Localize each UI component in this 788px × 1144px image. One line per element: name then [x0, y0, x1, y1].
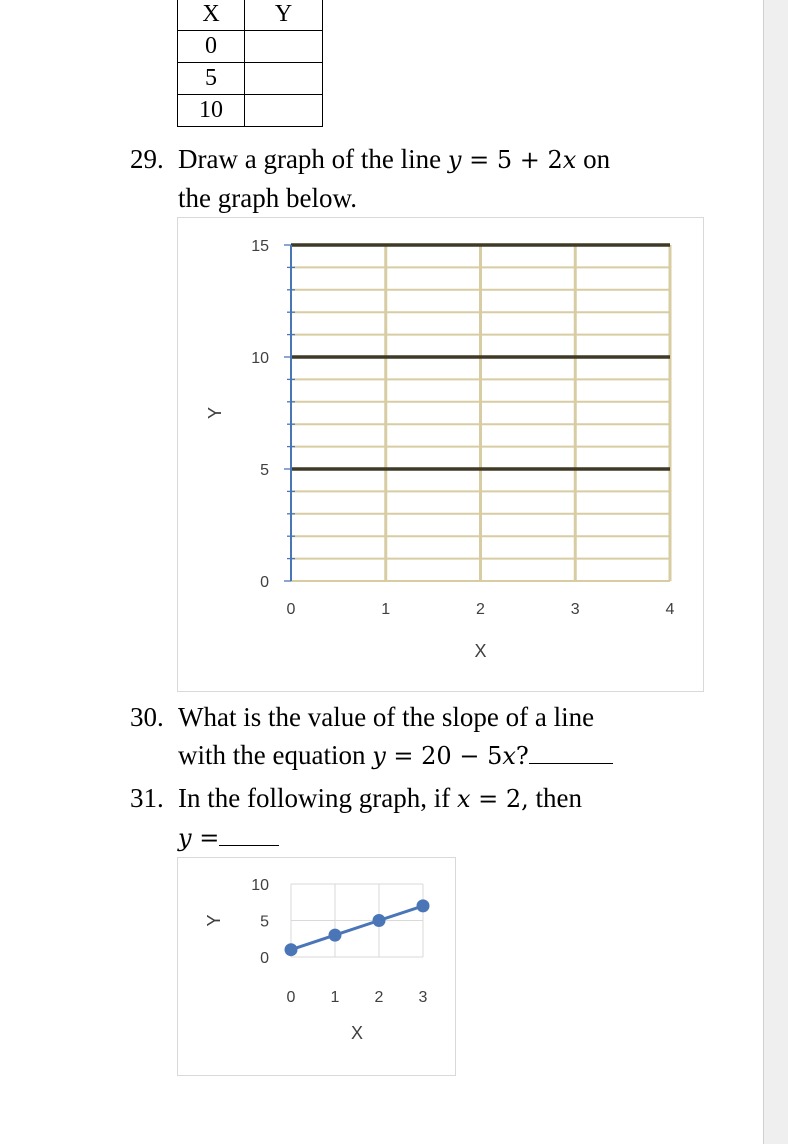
- question-text: on: [583, 144, 611, 174]
- question-number: 30.: [130, 702, 164, 732]
- equation: [457, 785, 529, 813]
- question-30-line2: [130, 736, 613, 775]
- chart-2-svg: [178, 858, 455, 1075]
- math-var: x: [502, 742, 516, 770]
- math-var: x: [456, 785, 471, 813]
- y-tick-label: 0: [260, 574, 269, 591]
- data-point: [417, 899, 430, 912]
- question-number: 29.: [130, 144, 164, 174]
- y-tick-label: 5: [260, 913, 269, 931]
- x-tick-label: 2: [374, 989, 384, 1006]
- question-text: Draw a graph of the line: [178, 144, 442, 174]
- chart-empty-grid: [177, 217, 704, 692]
- question-30-line1: [130, 698, 613, 736]
- question-29: [130, 140, 610, 217]
- y-tick-label: 15: [251, 238, 269, 255]
- x-tick-label: 0: [286, 989, 296, 1006]
- x-tick-label: 3: [570, 601, 580, 618]
- table-row: [178, 63, 323, 95]
- x-tick-label: 1: [381, 601, 391, 618]
- table-cell-x: 10: [178, 95, 245, 127]
- table-cell-x: 5: [178, 63, 245, 95]
- question-31-line2: [130, 818, 582, 857]
- math-expr: =: [199, 824, 220, 852]
- table-header-y: Y: [245, 0, 323, 31]
- math-expr: = 5 + 2: [469, 146, 563, 174]
- question-text: with the equation: [178, 740, 366, 770]
- y-axis-title: Y: [204, 914, 224, 927]
- equation: [372, 742, 529, 770]
- equation: [178, 824, 219, 852]
- series-line: [291, 906, 423, 950]
- question-31: [130, 779, 582, 857]
- right-scroll-panel[interactable]: [763, 0, 788, 1144]
- y-tick-label: 5: [260, 462, 269, 479]
- x-tick-label: 2: [476, 601, 485, 618]
- x-tick-label: 1: [330, 989, 340, 1006]
- data-point: [329, 929, 342, 942]
- equation: [448, 146, 576, 174]
- table-header-row: [178, 0, 323, 31]
- chart-1-svg: [178, 218, 703, 691]
- question-text: then: [535, 783, 583, 813]
- math-var: y: [178, 824, 192, 852]
- table-cell-y[interactable]: [245, 63, 323, 95]
- question-29-line2: the graph below.: [178, 183, 357, 213]
- math-var: y: [372, 742, 386, 770]
- y-tick-label: 10: [251, 350, 269, 367]
- data-point: [373, 914, 386, 927]
- answer-blank[interactable]: [219, 819, 279, 846]
- table-cell-y[interactable]: [245, 95, 323, 127]
- math-expr: ?: [515, 742, 529, 770]
- table-header-x: X: [178, 0, 245, 31]
- table-row: [178, 95, 323, 127]
- x-axis-title: X: [474, 641, 487, 661]
- math-expr: = 20 − 5: [393, 742, 503, 770]
- question-number: 31.: [130, 783, 164, 813]
- x-tick-label: 4: [665, 601, 675, 618]
- xy-table: [177, 0, 323, 127]
- question-text: What is the value of the slope of a line: [178, 702, 595, 732]
- x-tick-label: 3: [418, 989, 428, 1006]
- question-31-line1: [130, 779, 582, 818]
- math-expr: = 2,: [478, 785, 529, 813]
- table-cell-y[interactable]: [245, 31, 323, 63]
- y-tick-label: 0: [260, 950, 269, 967]
- question-30: [130, 698, 613, 775]
- math-var: y: [447, 146, 462, 174]
- math-var: x: [562, 146, 577, 174]
- x-axis-title: X: [350, 1023, 364, 1043]
- table-row: [178, 31, 323, 63]
- table-cell-x: 0: [178, 31, 245, 63]
- question-text: In the following graph, if: [178, 783, 451, 813]
- y-axis-title: Y: [205, 406, 225, 420]
- answer-blank[interactable]: [529, 737, 613, 764]
- data-point: [285, 943, 298, 956]
- y-tick-label: 10: [251, 877, 269, 894]
- chart-line-plot: [177, 857, 456, 1076]
- x-tick-label: 0: [286, 601, 296, 618]
- question-29-line1: [130, 140, 610, 179]
